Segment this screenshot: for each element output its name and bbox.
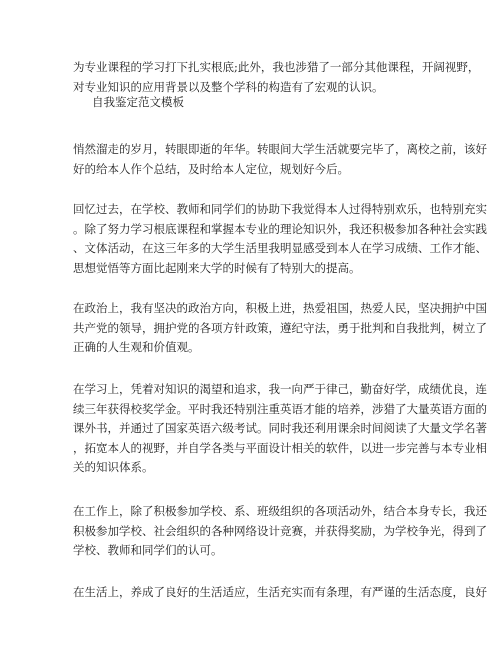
text-line: 在学习上，凭着对知识的渴望和追求，我一向严于律己，勤奋好学，成绩优良，连 [73,382,487,396]
text-line: 好的给本人作个总结，及时给本人定位，规划好今后。 [73,161,349,176]
paragraph-work [73,502,487,561]
text-line: 在生活上，养成了良好的生活适应，生活充实而有条理，有严谨的生活态度，良好 [73,585,487,599]
text-line: ，拓宽本人的视野，并自学各类与平面设计相关的软件，以进一步完善与本专业相 [73,440,487,455]
paragraph-review [73,200,487,278]
paragraph-politics [73,299,487,358]
text-line: 为专业课程的学习打下扎实根底;此外，我也涉猎了一部分其他课程，开阔视野， [73,60,480,74]
document-title: 自我鉴定范文模板 [92,95,184,109]
paragraph-life [73,583,487,603]
text-line: 回忆过去，在学校、教师和同学们的协助下我觉得本人过得特别欢乐，也特别充实 [73,202,487,216]
text-line: 、文体活动，在这三年多的大学生活里我明显感受到本人在学习成绩、工作才能、 [73,241,487,255]
text-line: 思想觉悟等方面比起刚来大学的时候有了特别大的提高。 [73,260,361,275]
text-line: 悄然溜走的岁月，转眼即逝的年华。转眼间大学生活就要完毕了，离校之前，该好 [73,142,487,156]
paragraph-opening [73,140,487,179]
text-line: 积极参加学校、社会组织的各种网络设计竞赛，并获得奖励，为学校争光，得到了 [73,523,487,538]
text-line: 在工作上，除了积极参加学校、系、班级组织的各项活动外，结合本身专长，我还 [73,504,487,518]
text-line: 正确的人生观和价值观。 [73,340,200,354]
text-line: 关的知识体系。 [73,460,154,474]
text-line: 对专业知识的应用背景以及整个学科的构造有了宏观的认识。 [73,79,384,94]
text-line: 共产党的领导，拥护党的各项方针政策，遵纪守法，勇于批判和自我批判，树立了 [73,320,487,335]
text-line: 。除了努力学习根底课程和掌握本专业的理论知识外，我还积极参加各种社会实践 [73,221,487,236]
text-line: 续三年获得校奖学金。平时我还特别注重英语才能的培养，涉猎了大量英语方面的 [73,401,487,416]
intro-paragraph [73,58,480,97]
paragraph-study [73,380,487,478]
text-line: 课外书，并通过了国家英语六级考试。同时我还利用课余时间阅读了大量文学名著 [73,421,487,435]
text-line: 在政治上，我有坚决的政治方向，积极上进，热爱祖国，热爱人民，坚决拥护中国 [73,301,487,315]
text-line: 学校、教师和同学们的认可。 [73,543,223,557]
